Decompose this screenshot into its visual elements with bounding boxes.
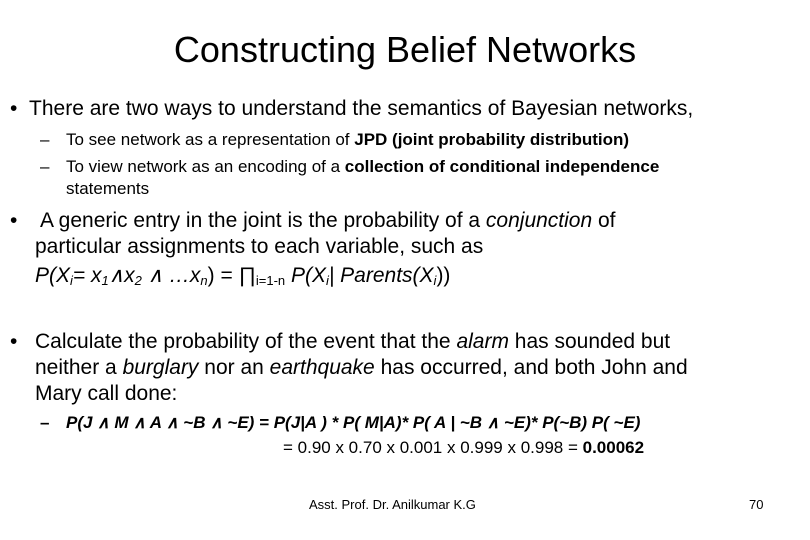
emphasis-burglary: burglary bbox=[122, 356, 199, 379]
formula-part: )) bbox=[436, 264, 451, 287]
bullet-marker: • bbox=[10, 209, 18, 232]
bullet-text: of bbox=[592, 209, 616, 232]
sub-item-jpd-text bbox=[66, 129, 629, 151]
emphasis-earthquake: earthquake bbox=[269, 356, 375, 379]
bullet-item-alarm-line3: Mary call done: bbox=[35, 382, 178, 405]
formula-subscript: i bbox=[325, 273, 329, 288]
equation-result: 0.00062 bbox=[582, 438, 645, 457]
formula-subscript: i=1-n bbox=[255, 273, 286, 288]
formula-subscript: i bbox=[70, 273, 73, 288]
bullet-text: nor an bbox=[198, 356, 270, 379]
dash-marker: – bbox=[40, 157, 50, 176]
footer-author: Asst. Prof. Dr. Anilkumar K.G bbox=[309, 497, 476, 512]
bullet-item-semantics bbox=[10, 96, 693, 122]
formula-part: ∧x bbox=[108, 264, 135, 287]
bullet-item-alarm-line1 bbox=[35, 329, 670, 355]
formula-subscript: 2 bbox=[134, 273, 142, 288]
emphasis-alarm: alarm bbox=[456, 330, 509, 353]
slide-title: Constructing Belief Networks bbox=[173, 29, 637, 70]
formula-part: = x bbox=[72, 264, 102, 287]
bullet-text: A generic entry in the joint is the probability of a bbox=[40, 209, 486, 232]
sub-text: To see network as a representation of bbox=[66, 130, 355, 149]
equation-line2 bbox=[283, 437, 644, 459]
formula-subscript: n bbox=[200, 273, 208, 288]
joint-probability-formula bbox=[35, 263, 450, 289]
bullet-text: has occurred, and both John and bbox=[374, 356, 688, 379]
bullet-text: neither a bbox=[35, 356, 123, 379]
sub-item-independence-line2: statements bbox=[66, 179, 150, 198]
bullet-text: has sounded but bbox=[508, 330, 671, 353]
bullet-item-generic-entry-line1 bbox=[40, 208, 616, 234]
formula-part: ∧ …x bbox=[141, 264, 201, 287]
formula-subscript: i bbox=[433, 273, 437, 288]
emphasis-conjunction: conjunction bbox=[485, 209, 593, 232]
sub-item-jpd bbox=[40, 129, 49, 151]
equation-values: = 0.90 x 0.70 x 0.001 x 0.999 x 0.998 = bbox=[283, 438, 583, 457]
sub-item-independence bbox=[40, 156, 49, 178]
formula-part: ) = ∏ bbox=[207, 264, 256, 287]
formula-subscript: 1 bbox=[101, 273, 109, 288]
bullet-item-alarm-line2 bbox=[35, 355, 688, 381]
formula-part: P(X bbox=[285, 264, 326, 287]
formula-part: | Parents(X bbox=[328, 264, 434, 287]
equation-line1: P(J ∧ M ∧ A ∧ ~B ∧ ~E) = P(J|A ) * P( M|A)* P( A | ~B ∧ ~E)* P(~B) P( ~E) bbox=[66, 413, 641, 432]
bullet-marker: • bbox=[10, 330, 18, 353]
bullet-text: Calculate the probability of the event that the bbox=[35, 330, 457, 353]
sub-text: To view network as an encoding of a bbox=[66, 157, 345, 176]
bullet-item-generic-entry-line2: particular assignments to each variable, such as bbox=[35, 235, 484, 258]
sub-text-bold: collection of conditional independence bbox=[344, 157, 660, 176]
sub-text-bold: JPD (joint probability distribution) bbox=[354, 130, 630, 149]
bullet-marker: • bbox=[10, 97, 18, 120]
dash-marker: – bbox=[40, 130, 50, 149]
dash-marker: – bbox=[40, 413, 50, 432]
sub-item-independence-line1 bbox=[66, 156, 659, 178]
bullet-text: There are two ways to understand the semantics of Bayesian networks, bbox=[29, 97, 694, 120]
formula-part: P(X bbox=[35, 264, 71, 287]
page-number: 70 bbox=[749, 497, 764, 512]
